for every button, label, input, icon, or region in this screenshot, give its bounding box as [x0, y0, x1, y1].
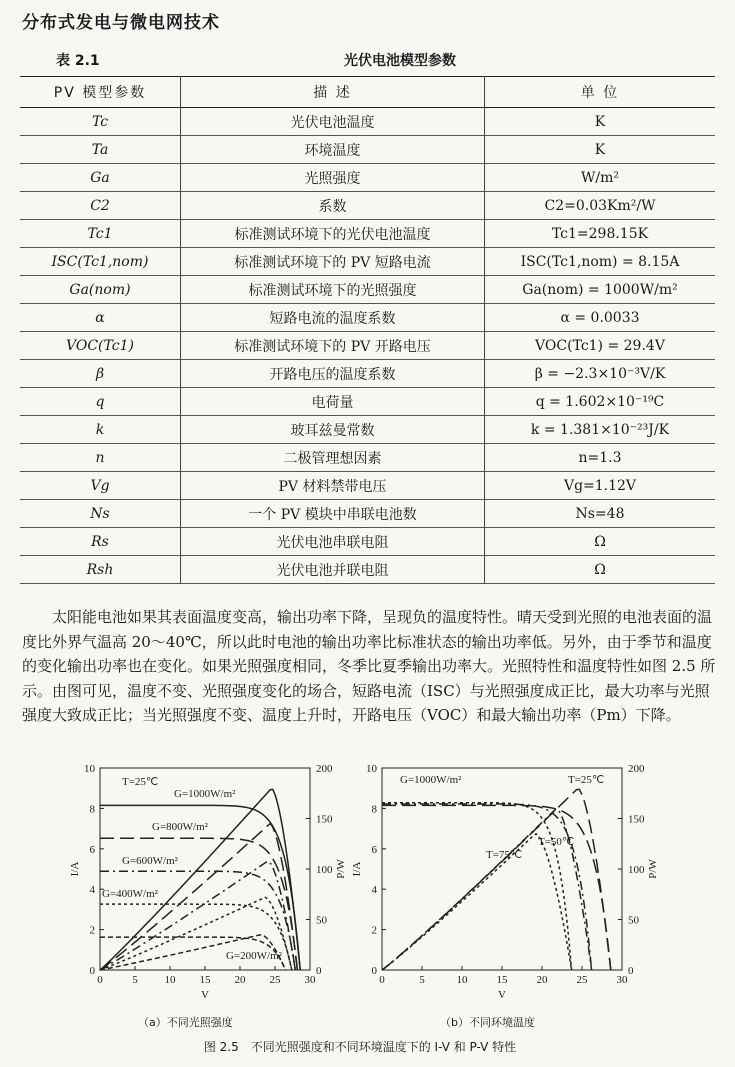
- y-tick-label: 8: [371, 803, 377, 816]
- x-tick-label: 15: [496, 974, 508, 986]
- y-tick-label: 6: [371, 843, 377, 856]
- y-tick-label: 0: [89, 965, 95, 977]
- parameter-cell: VOC(Tc1): [20, 332, 181, 360]
- table-row: [20, 472, 715, 500]
- annotation-t50: T=50℃: [538, 836, 575, 848]
- y-tick-label: 8: [89, 803, 95, 816]
- y-axis-label: I/A: [351, 861, 363, 877]
- y2-tick-label: 50: [316, 914, 327, 927]
- unit-cell: β = −2.3×10⁻³V/K: [485, 360, 716, 388]
- y-tick-label: 4: [89, 884, 95, 897]
- annotation-g200: G=200W/m²: [226, 950, 282, 962]
- annotation-irradiance: G=1000W/m²: [400, 774, 462, 786]
- pv-curve: [382, 834, 575, 970]
- parameter-cell: C2: [20, 192, 181, 220]
- description-cell: 短路电流的温度系数: [181, 304, 485, 332]
- y-tick-label: 10: [366, 763, 377, 775]
- running-head: 分布式发电与微电网技术: [22, 13, 220, 33]
- table-row: [20, 416, 715, 444]
- description-cell: 光伏电池温度: [181, 108, 485, 136]
- x-tick-label: 20: [234, 974, 246, 986]
- table-caption: [0, 50, 735, 72]
- y-tick-label: 6: [89, 843, 95, 856]
- y2-axis-label: P/W: [647, 859, 659, 879]
- unit-cell: K: [485, 136, 716, 164]
- table-row: [20, 276, 715, 304]
- x-tick-label: 0: [379, 974, 385, 986]
- description-cell: 电荷量: [181, 388, 485, 416]
- parameter-cell: Ta: [20, 136, 181, 164]
- unit-cell: Ga(nom) = 1000W/m²: [485, 276, 716, 304]
- annotation-t25: T=25℃: [568, 774, 605, 786]
- description-cell: 开路电压的温度系数: [181, 360, 485, 388]
- parameter-cell: β: [20, 360, 181, 388]
- x-tick-label: 5: [132, 974, 138, 986]
- unit-cell: n=1.3: [485, 444, 716, 472]
- iv-curve: [382, 805, 611, 970]
- y2-axis-label: P/W: [335, 859, 347, 879]
- pv-curve: [382, 809, 592, 970]
- y2-tick-label: 50: [628, 914, 639, 927]
- unit-cell: α = 0.0033: [485, 304, 716, 332]
- y-tick-label: 2: [89, 924, 95, 937]
- parameter-cell: Tc: [20, 108, 181, 136]
- y2-tick-label: 150: [628, 813, 645, 826]
- description-cell: 系数: [181, 192, 485, 220]
- parameter-cell: α: [20, 304, 181, 332]
- iv-curve: [382, 804, 592, 970]
- unit-cell: k = 1.381×10⁻²³J/K: [485, 416, 716, 444]
- x-tick-label: 5: [419, 974, 425, 986]
- table-row: [20, 220, 715, 248]
- table-title: 光伏电池模型参数: [344, 53, 456, 69]
- y2-tick-label: 0: [628, 965, 634, 977]
- description-cell: 标准测试环境下的光照强度: [181, 276, 485, 304]
- y-tick-label: 4: [371, 884, 377, 897]
- unit-cell: Ω: [485, 556, 716, 584]
- annotation-temperature: T=25℃: [122, 776, 159, 788]
- table-row: [20, 332, 715, 360]
- parameter-cell: q: [20, 388, 181, 416]
- table-number: 表 2.1: [56, 53, 100, 69]
- description-cell: 光伏电池串联电阻: [181, 528, 485, 556]
- unit-cell: Vg=1.12V: [485, 472, 716, 500]
- y-tick-label: 10: [84, 763, 95, 775]
- table-row: [20, 528, 715, 556]
- y2-tick-label: 200: [628, 763, 645, 775]
- y2-tick-label: 100: [628, 864, 645, 876]
- table-row: [20, 248, 715, 276]
- unit-cell: Ω: [485, 528, 716, 556]
- annotation-g600: G=600W/m²: [122, 855, 178, 867]
- parameter-cell: Ga: [20, 164, 181, 192]
- parameter-cell: Tc1: [20, 220, 181, 248]
- y-tick-label: 0: [371, 965, 377, 977]
- y2-tick-label: 150: [316, 813, 333, 826]
- description-cell: 一个 PV 模块中串联电池数: [181, 500, 485, 528]
- y-axis-label: I/A: [69, 861, 81, 877]
- unit-cell: q = 1.602×10⁻¹⁹C: [485, 388, 716, 416]
- table-row: [20, 556, 715, 584]
- table-row: [20, 164, 715, 192]
- annotation-t75: T=75℃: [486, 849, 523, 861]
- annotation-g800: G=800W/m²: [152, 821, 208, 833]
- table-row: [20, 444, 715, 472]
- x-tick-label: 15: [199, 974, 211, 986]
- parameter-cell: Ns: [20, 500, 181, 528]
- parameter-cell: k: [20, 416, 181, 444]
- x-tick-label: 30: [616, 974, 628, 986]
- y2-tick-label: 200: [316, 763, 333, 775]
- y2-tick-label: 0: [316, 965, 322, 977]
- table-body: [20, 108, 715, 584]
- y2-tick-label: 100: [316, 864, 333, 876]
- x-tick-label: 10: [456, 974, 468, 986]
- table-row: [20, 108, 715, 136]
- description-cell: 二极管理想因素: [181, 444, 485, 472]
- annotation-g400: G=400W/m²: [102, 888, 158, 900]
- table-row: [20, 388, 715, 416]
- body-paragraph: 太阳能电池如果其表面温度变高，输出功率下降，呈现负的温度特性。晴天受到光照的电池表面的温度比外界气温高 20～40℃，所以此时电池的输出功率比标准状态的输出功率低。另外，由于季节和温度的变化输出功率也在变化。如果光照强度相同，冬季比夏季输出功率大。光照特性和温度特性如图 2.5 所示。由图可见，温度不变、光照强度变化的场合，短路电流（ISC）与光照强度成正比，最大功率与光照强度大致成正比；当光照强度不变、温度上升时，开路电压（VOC）和最大输出功率（Pm）下降。: [22, 608, 716, 724]
- column-header-parameter: PV 模型参数: [20, 77, 181, 108]
- y-tick-label: 2: [371, 924, 377, 937]
- table-row: [20, 192, 715, 220]
- description-cell: 光伏电池并联电阻: [181, 556, 485, 584]
- iv-curve: [382, 803, 575, 970]
- parameter-cell: Ga(nom): [20, 276, 181, 304]
- table-row: [20, 304, 715, 332]
- description-cell: 标准测试环境下的 PV 开路电压: [181, 332, 485, 360]
- unit-cell: ISC(Tc1,nom) = 8.15A: [485, 248, 716, 276]
- column-header-description: 描 述: [181, 77, 485, 108]
- description-cell: PV 材料禁带电压: [181, 472, 485, 500]
- parameter-cell: Vg: [20, 472, 181, 500]
- table-header-row: [20, 77, 715, 108]
- x-tick-label: 30: [304, 974, 316, 986]
- x-tick-label: 20: [536, 974, 548, 986]
- column-header-unit: 单 位: [485, 77, 716, 108]
- x-axis-label: V: [201, 989, 209, 1001]
- x-tick-label: 25: [576, 974, 588, 986]
- x-tick-label: 25: [269, 974, 281, 986]
- parameter-cell: Rs: [20, 528, 181, 556]
- table-row: [20, 500, 715, 528]
- description-cell: 光照强度: [181, 164, 485, 192]
- pv-parameter-table: [20, 76, 715, 584]
- subcaption-b: （b）不同环境温度: [440, 1016, 535, 1029]
- unit-cell: C2=0.03Km²/W: [485, 192, 716, 220]
- description-cell: 标准测试环境下的光伏电池温度: [181, 220, 485, 248]
- pv-curve: [382, 789, 611, 970]
- x-axis-label: V: [498, 989, 506, 1001]
- parameter-cell: n: [20, 444, 181, 472]
- x-tick-label: 0: [97, 974, 103, 986]
- table-row: [20, 136, 715, 164]
- parameter-cell: Rsh: [20, 556, 181, 584]
- subcaption-a: （a）不同光照强度: [138, 1016, 233, 1029]
- parameter-cell: ISC(Tc1,nom): [20, 248, 181, 276]
- unit-cell: W/m²: [485, 164, 716, 192]
- table-row: [20, 360, 715, 388]
- unit-cell: K: [485, 108, 716, 136]
- description-cell: 环境温度: [181, 136, 485, 164]
- description-cell: 玻耳兹曼常数: [181, 416, 485, 444]
- figure-2-5: [40, 752, 680, 1062]
- figure-caption: 图 2.5 不同光照强度和不同环境温度下的 I-V 和 P-V 特性: [203, 1040, 517, 1054]
- x-tick-label: 10: [164, 974, 176, 986]
- unit-cell: VOC(Tc1) = 29.4V: [485, 332, 716, 360]
- annotation-g1000: G=1000W/m²: [174, 788, 236, 800]
- figure-svg: [40, 752, 680, 1032]
- description-cell: 标准测试环境下的 PV 短路电流: [181, 248, 485, 276]
- unit-cell: Tc1=298.15K: [485, 220, 716, 248]
- unit-cell: Ns=48: [485, 500, 716, 528]
